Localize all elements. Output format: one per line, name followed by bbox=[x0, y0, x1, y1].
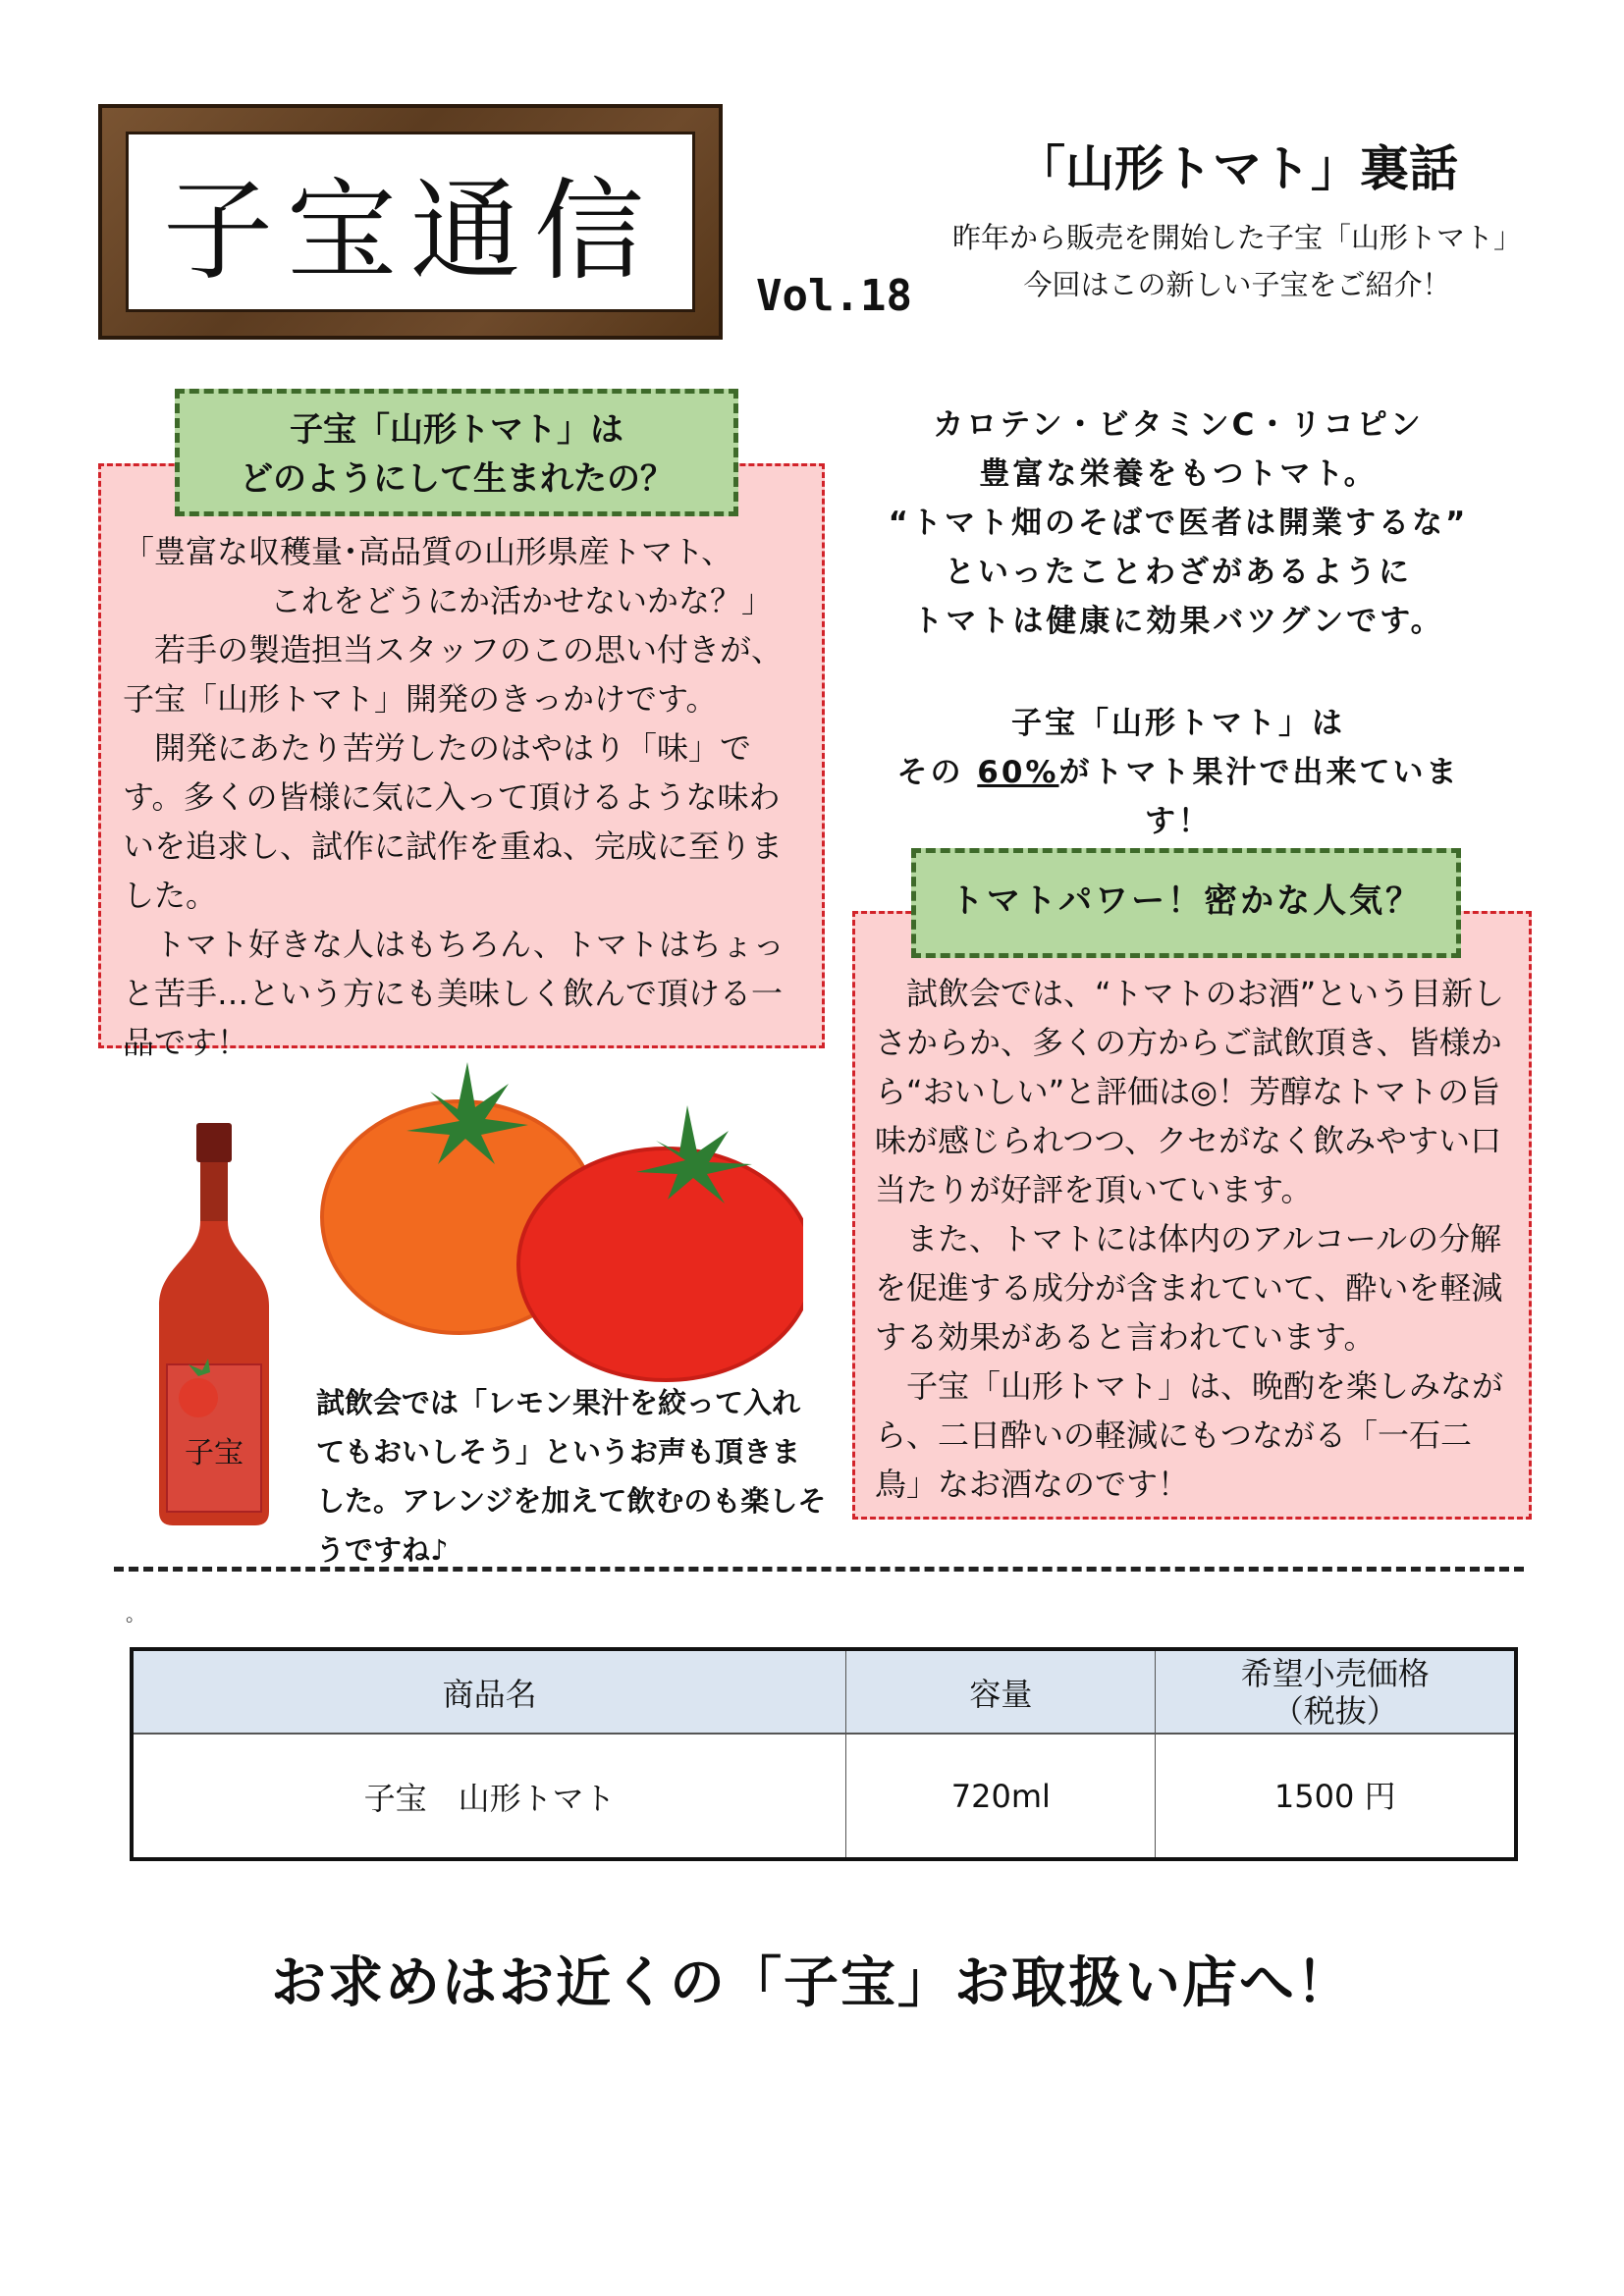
origin-paragraph: 開発にあたり苦労したのはやはり「味」です。多くの皆様に気に入って頂けるような味わいを追求し、試作に試作を重ね、完成に至りました。 bbox=[123, 729, 784, 914]
tomato-power-box bbox=[852, 911, 1532, 1520]
header-price-label: 希望小売価格 bbox=[1240, 1654, 1430, 1692]
tomato-power-text bbox=[875, 969, 1509, 1509]
power-paragraph: 子宝「山形トマト」は、晩酌を楽しみながら、二日酔いの軽減にもつながる「一石二鳥」なお酒なのです！ bbox=[875, 1367, 1504, 1503]
tasting-caption: 試飲会では「レモン果汁を絞って入れてもおいしそう」というお声も頂きました。アレンジを加えて飲むのも楽しそうですね♪ bbox=[316, 1386, 827, 1567]
power-paragraph: 試飲会では、“トマトのお酒”という目新しさからか、多くの方からご試飲頂き、皆様から“おいしい”と評価は◎！芳醇なトマトの旨味が感じられつつ、クセがなく飲みやすい口当たりが好評を頂いています。 bbox=[875, 975, 1505, 1208]
facts-line: 豊富な栄養をもつトマト。 bbox=[979, 456, 1378, 492]
nutrition-facts bbox=[864, 400, 1492, 646]
origin-paragraph: 若手の製造担当スタッフのこの思い付きが、子宝「山形トマト」開発のきっかけです。 bbox=[123, 631, 784, 718]
masthead-title: 子宝通信 bbox=[163, 167, 658, 295]
cell-price: 1500 円 bbox=[1156, 1734, 1516, 1859]
origin-heading-line: 子宝「山形トマト」は bbox=[290, 410, 623, 450]
facts-line: カロテン・ビタミンC・リコピン bbox=[933, 407, 1424, 443]
masthead-board bbox=[126, 132, 695, 312]
origin-heading-tag bbox=[175, 389, 738, 516]
origin-paragraph: トマト好きな人はもちろん、トマトはちょっと苦手…という方にも美味しく飲んで頂ける一品です！ bbox=[123, 926, 785, 1061]
facts-line: “トマト畑のそばで医者は開業するな” bbox=[888, 506, 1469, 541]
header-price-note: （税抜） bbox=[1272, 1691, 1398, 1730]
volume-number: Vol.18 bbox=[756, 271, 912, 321]
juice-suffix: がトマト果汁で出来ています！ bbox=[1058, 755, 1460, 839]
bottle-illustration bbox=[145, 1119, 283, 1531]
cell-product-name: 子宝 山形トマト bbox=[132, 1734, 846, 1859]
header-volume: 容量 bbox=[846, 1649, 1156, 1734]
origin-story-box bbox=[98, 463, 825, 1061]
juice-line bbox=[864, 748, 1492, 846]
tomato-power-heading-tag bbox=[911, 848, 1461, 958]
juice-content-note bbox=[864, 699, 1492, 846]
table-row bbox=[132, 1734, 1516, 1859]
origin-heading-line: どのようにして生まれたの？ bbox=[240, 459, 674, 499]
table-header-row bbox=[132, 1649, 1516, 1734]
juice-percent: 60% bbox=[977, 755, 1059, 790]
bottle-label-text: 子宝 bbox=[185, 1436, 244, 1470]
tomato-power-heading: トマトパワー！密かな人気？ bbox=[949, 881, 1423, 921]
origin-story-text bbox=[123, 527, 802, 1067]
headline: 「山形トマト」裏話 bbox=[1016, 140, 1458, 197]
cell-volume: 720ml bbox=[846, 1734, 1156, 1859]
juice-line: 子宝「山形トマト」は bbox=[1011, 706, 1345, 741]
juice-prefix: その bbox=[896, 755, 978, 790]
masthead-frame bbox=[98, 104, 723, 340]
intro-line: 昨年から販売を開始した子宝「山形トマト」 bbox=[951, 221, 1522, 254]
facts-line: といったことわざがあるように bbox=[945, 555, 1412, 590]
tomatoes-illustration bbox=[312, 1062, 803, 1386]
header-price bbox=[1156, 1649, 1516, 1734]
section-divider bbox=[114, 1567, 1524, 1572]
origin-quote-line: これをどうにか活かせないかな？」 bbox=[269, 582, 773, 619]
power-paragraph: また、トマトには体内のアルコールの分解を促進する成分が含まれていて、酔いを軽減する効果があると言われています。 bbox=[875, 1220, 1503, 1356]
small-mark: 。 bbox=[126, 1602, 145, 1626]
intro-text bbox=[943, 214, 1532, 308]
product-table bbox=[130, 1647, 1518, 1861]
footer-call-to-action: お求めはお近くの「子宝」お取扱い店へ！ bbox=[271, 1951, 1353, 2015]
facts-line: トマトは健康に効果バツグンです。 bbox=[912, 604, 1444, 639]
origin-quote-line: 「豊富な収穫量･高品質の山形県産トマト、 bbox=[123, 533, 733, 570]
intro-line: 今回はこの新しい子宝をご紹介！ bbox=[1023, 268, 1451, 301]
header-product-name: 商品名 bbox=[132, 1649, 846, 1734]
